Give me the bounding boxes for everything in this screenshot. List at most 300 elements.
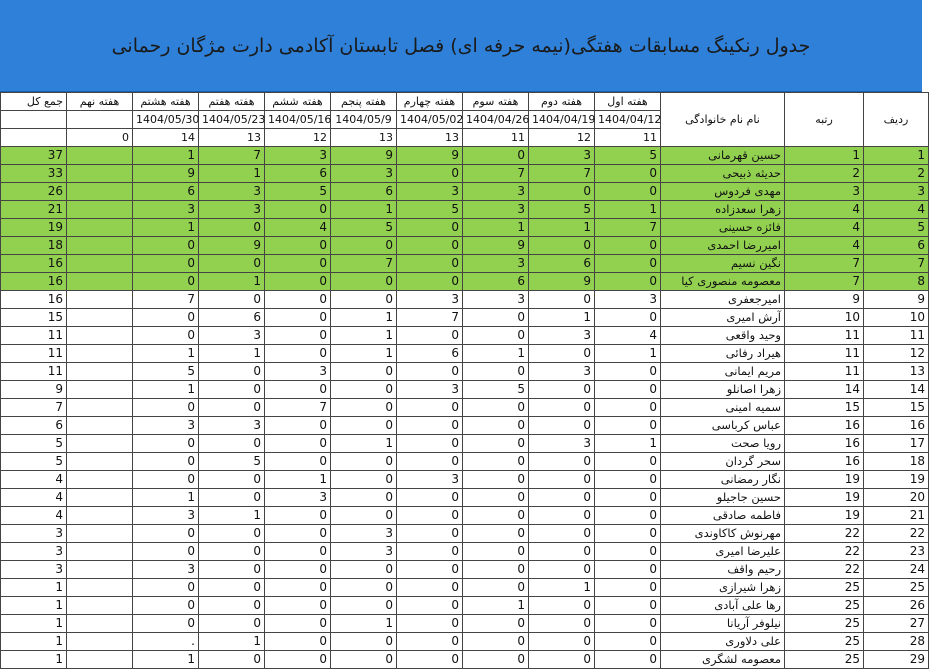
header-row-weeks <box>1 93 929 111</box>
week-2-cell: 3 <box>529 327 595 345</box>
total-cell: 7 <box>1 399 67 417</box>
week-1-cell: 0 <box>595 273 661 291</box>
header-total-blank <box>1 111 67 129</box>
week-6-cell: 4 <box>265 219 331 237</box>
week-7-cell: 1 <box>199 165 265 183</box>
week-4-cell: 0 <box>397 435 463 453</box>
week-8-cell: 7 <box>133 291 199 309</box>
radif-cell: 20 <box>864 489 929 507</box>
name-cell: علیرضا امیری <box>661 543 785 561</box>
date-week-5: 1404/05/9 <box>331 111 397 129</box>
rank-cell: 19 <box>785 489 864 507</box>
radif-cell: 23 <box>864 543 929 561</box>
week-1-cell: 7 <box>595 219 661 237</box>
week-9-cell <box>67 471 133 489</box>
week-1-cell: 0 <box>595 309 661 327</box>
week-8-cell: 0 <box>133 453 199 471</box>
week-1-cell: 0 <box>595 471 661 489</box>
week-6-cell: 3 <box>265 363 331 381</box>
week-3-cell: 3 <box>463 183 529 201</box>
name-cell: فاطمه صادقی <box>661 507 785 525</box>
week-7-cell: 0 <box>199 291 265 309</box>
week-1-cell: 0 <box>595 237 661 255</box>
radif-cell: 29 <box>864 651 929 669</box>
week-3-cell: 0 <box>463 327 529 345</box>
week-4-cell: 0 <box>397 255 463 273</box>
week-2-cell: 1 <box>529 309 595 327</box>
week-5-cell: 1 <box>331 201 397 219</box>
table-row <box>1 255 929 273</box>
total-cell: 1 <box>1 597 67 615</box>
total-cell: 16 <box>1 291 67 309</box>
week-6-cell: 0 <box>265 201 331 219</box>
week-4-cell: 0 <box>397 651 463 669</box>
week-5-cell: 1 <box>331 309 397 327</box>
week-5-cell: 0 <box>331 399 397 417</box>
table-row <box>1 651 929 669</box>
week-3-cell: 0 <box>463 471 529 489</box>
table-row <box>1 399 929 417</box>
week-9-cell <box>67 255 133 273</box>
week-3-cell: 1 <box>463 345 529 363</box>
participants-week-6: 12 <box>265 129 331 147</box>
week-4-cell: 0 <box>397 165 463 183</box>
header-total: جمع کل <box>1 93 67 111</box>
header-week-7: هفته هفتم <box>199 93 265 111</box>
week-1-cell: 0 <box>595 633 661 651</box>
week-8-cell: 3 <box>133 561 199 579</box>
week-1-cell: 0 <box>595 453 661 471</box>
week-6-cell: 0 <box>265 597 331 615</box>
date-week-2: 1404/04/19 <box>529 111 595 129</box>
week-5-cell: 1 <box>331 345 397 363</box>
week-8-cell: 0 <box>133 399 199 417</box>
rank-cell: 11 <box>785 327 864 345</box>
header-week-5: هفته پنجم <box>331 93 397 111</box>
week-4-cell: 0 <box>397 525 463 543</box>
total-cell: 37 <box>1 147 67 165</box>
week-4-cell: 0 <box>397 507 463 525</box>
week-3-cell: 0 <box>463 453 529 471</box>
week-8-cell: 0 <box>133 543 199 561</box>
total-cell: 4 <box>1 471 67 489</box>
week-4-cell: 0 <box>397 237 463 255</box>
week-5-cell: 0 <box>331 291 397 309</box>
week-7-cell: 0 <box>199 651 265 669</box>
week-3-cell: 3 <box>463 201 529 219</box>
week-6-cell: 0 <box>265 291 331 309</box>
week-2-cell: 0 <box>529 597 595 615</box>
rank-cell: 25 <box>785 597 864 615</box>
table-row <box>1 201 929 219</box>
week-6-cell: 0 <box>265 237 331 255</box>
week-6-cell: 3 <box>265 147 331 165</box>
week-9-cell <box>67 219 133 237</box>
week-7-cell: 0 <box>199 399 265 417</box>
rank-cell: 16 <box>785 453 864 471</box>
week-3-cell: 9 <box>463 237 529 255</box>
week-9-cell <box>67 507 133 525</box>
week-1-cell: 0 <box>595 255 661 273</box>
week-5-cell: 7 <box>331 255 397 273</box>
name-cell: زهرا سعدزاده <box>661 201 785 219</box>
week-9-cell <box>67 615 133 633</box>
date-week-3: 1404/04/26 <box>463 111 529 129</box>
participants-week-4: 13 <box>397 129 463 147</box>
table-row <box>1 345 929 363</box>
week-3-cell: 0 <box>463 435 529 453</box>
radif-cell: 18 <box>864 453 929 471</box>
header-week-1: هفته اول <box>595 93 661 111</box>
week-4-cell: 0 <box>397 615 463 633</box>
week-7-cell: 1 <box>199 633 265 651</box>
week-5-cell: 5 <box>331 219 397 237</box>
week-6-cell: 0 <box>265 507 331 525</box>
table-row <box>1 381 929 399</box>
table-row <box>1 327 929 345</box>
week-7-cell: 1 <box>199 507 265 525</box>
table-row <box>1 489 929 507</box>
week-9-cell <box>67 273 133 291</box>
week-6-cell: 0 <box>265 381 331 399</box>
name-cell: رویا صحت <box>661 435 785 453</box>
name-cell: نگین نسیم <box>661 255 785 273</box>
week-6-cell: 0 <box>265 615 331 633</box>
week-1-cell: 0 <box>595 417 661 435</box>
week-9-cell <box>67 363 133 381</box>
week-1-cell: 1 <box>595 435 661 453</box>
table-row <box>1 165 929 183</box>
week-5-cell: 0 <box>331 489 397 507</box>
name-cell: نگار رمضانی <box>661 471 785 489</box>
rank-cell: 1 <box>785 147 864 165</box>
rank-cell: 14 <box>785 381 864 399</box>
week-5-cell: 0 <box>331 363 397 381</box>
radif-cell: 21 <box>864 507 929 525</box>
week-4-cell: 6 <box>397 345 463 363</box>
table-row <box>1 597 929 615</box>
week-5-cell: 0 <box>331 381 397 399</box>
rank-cell: 3 <box>785 183 864 201</box>
table-row <box>1 615 929 633</box>
name-cell: حدیثه ذبیحی <box>661 165 785 183</box>
week-2-cell: 0 <box>529 237 595 255</box>
radif-cell: 28 <box>864 633 929 651</box>
week-2-cell: 0 <box>529 453 595 471</box>
header-radif: ردیف <box>864 93 929 147</box>
week-8-cell: 0 <box>133 615 199 633</box>
week-8-cell: 3 <box>133 507 199 525</box>
week-1-cell: 4 <box>595 327 661 345</box>
week-1-cell: 0 <box>595 597 661 615</box>
week-8-cell: 0 <box>133 237 199 255</box>
week-7-cell: 0 <box>199 255 265 273</box>
week-3-cell: 0 <box>463 417 529 435</box>
rank-cell: 22 <box>785 543 864 561</box>
week-5-cell: 9 <box>331 147 397 165</box>
name-cell: معصومه لشگری <box>661 651 785 669</box>
total-cell: 1 <box>1 579 67 597</box>
week-6-cell: 0 <box>265 255 331 273</box>
header-name: نام نام خانوادگی <box>661 93 785 147</box>
week-4-cell: 0 <box>397 273 463 291</box>
week-3-cell: 0 <box>463 507 529 525</box>
table-row <box>1 309 929 327</box>
total-cell: 1 <box>1 633 67 651</box>
header-week-2: هفته دوم <box>529 93 595 111</box>
week-1-cell: 0 <box>595 165 661 183</box>
total-cell: 3 <box>1 561 67 579</box>
week-9-cell <box>67 651 133 669</box>
week-3-cell: 6 <box>463 273 529 291</box>
week-3-cell: 0 <box>463 651 529 669</box>
radif-cell: 17 <box>864 435 929 453</box>
ranking-table <box>0 92 929 669</box>
rank-cell: 25 <box>785 579 864 597</box>
total-cell: 16 <box>1 255 67 273</box>
week-2-cell: 6 <box>529 255 595 273</box>
week-9-cell <box>67 489 133 507</box>
name-cell: رها علی آبادی <box>661 597 785 615</box>
radif-cell: 15 <box>864 399 929 417</box>
header-rank: رتبه <box>785 93 864 147</box>
week-1-cell: 1 <box>595 345 661 363</box>
week-3-cell: 5 <box>463 381 529 399</box>
week-9-cell <box>67 165 133 183</box>
week-2-cell: 0 <box>529 507 595 525</box>
week-4-cell: 0 <box>397 561 463 579</box>
total-cell: 15 <box>1 309 67 327</box>
week-9-cell <box>67 147 133 165</box>
table-row <box>1 633 929 651</box>
table-row <box>1 363 929 381</box>
table-row <box>1 273 929 291</box>
week-7-cell: 0 <box>199 471 265 489</box>
week-8-cell: 1 <box>133 147 199 165</box>
week-4-cell: 0 <box>397 453 463 471</box>
week-2-cell: 3 <box>529 363 595 381</box>
week-1-cell: 0 <box>595 561 661 579</box>
week-8-cell: 0 <box>133 525 199 543</box>
week-1-cell: 5 <box>595 147 661 165</box>
week-1-cell: 0 <box>595 525 661 543</box>
week-9-cell <box>67 291 133 309</box>
week-6-cell: 0 <box>265 417 331 435</box>
radif-cell: 13 <box>864 363 929 381</box>
week-8-cell: 3 <box>133 417 199 435</box>
rank-cell: 25 <box>785 615 864 633</box>
week-8-cell: 1 <box>133 381 199 399</box>
week-7-cell: 0 <box>199 525 265 543</box>
week-5-cell: 0 <box>331 579 397 597</box>
participants-week-5: 13 <box>331 129 397 147</box>
total-cell: 3 <box>1 525 67 543</box>
title-bar <box>0 0 922 92</box>
week-2-cell: 5 <box>529 201 595 219</box>
week-1-cell: 3 <box>595 291 661 309</box>
week-5-cell: 0 <box>331 651 397 669</box>
week-7-cell: 3 <box>199 417 265 435</box>
name-cell: حسین قهرمانی <box>661 147 785 165</box>
week-1-cell: 0 <box>595 543 661 561</box>
radif-cell: 24 <box>864 561 929 579</box>
total-cell: 21 <box>1 201 67 219</box>
week-4-cell: 3 <box>397 471 463 489</box>
week-5-cell: 3 <box>331 165 397 183</box>
week-5-cell: 0 <box>331 273 397 291</box>
week-1-cell: 0 <box>595 363 661 381</box>
header-week-6: هفته ششم <box>265 93 331 111</box>
week-2-cell: 0 <box>529 399 595 417</box>
week-9-cell <box>67 633 133 651</box>
week-4-cell: 0 <box>397 327 463 345</box>
sheet-title: جدول رنکینگ مسابقات هفتگی(نیمه حرفه ای) فصل تابستان آکادمی دارت مژگان رحمانی <box>111 35 811 57</box>
week-9-cell <box>67 183 133 201</box>
participants-week-7: 13 <box>199 129 265 147</box>
week-8-cell: 0 <box>133 435 199 453</box>
date-week-9 <box>67 111 133 129</box>
week-5-cell: 0 <box>331 417 397 435</box>
week-9-cell <box>67 201 133 219</box>
week-1-cell: 0 <box>595 399 661 417</box>
table-row <box>1 183 929 201</box>
name-cell: مهرنوش کاکاوندی <box>661 525 785 543</box>
week-2-cell: 3 <box>529 435 595 453</box>
name-cell: مهدی فردوس <box>661 183 785 201</box>
participants-week-1: 11 <box>595 129 661 147</box>
radif-cell: 1 <box>864 147 929 165</box>
date-week-6: 1404/05/16 <box>265 111 331 129</box>
week-8-cell: 0 <box>133 309 199 327</box>
week-7-cell: 7 <box>199 147 265 165</box>
week-3-cell: 1 <box>463 219 529 237</box>
week-2-cell: 3 <box>529 147 595 165</box>
week-8-cell: 0 <box>133 273 199 291</box>
name-cell: سمیه امینی <box>661 399 785 417</box>
week-7-cell: 0 <box>199 615 265 633</box>
week-4-cell: 0 <box>397 363 463 381</box>
radif-cell: 6 <box>864 237 929 255</box>
week-3-cell: 1 <box>463 597 529 615</box>
rank-cell: 16 <box>785 435 864 453</box>
week-2-cell: 0 <box>529 471 595 489</box>
week-3-cell: 3 <box>463 291 529 309</box>
week-7-cell: 3 <box>199 327 265 345</box>
week-9-cell <box>67 309 133 327</box>
table-row <box>1 561 929 579</box>
week-2-cell: 0 <box>529 291 595 309</box>
week-1-cell: 0 <box>595 183 661 201</box>
week-5-cell: 0 <box>331 633 397 651</box>
total-cell: 5 <box>1 435 67 453</box>
week-8-cell: 1 <box>133 489 199 507</box>
week-6-cell: 3 <box>265 489 331 507</box>
table-row <box>1 417 929 435</box>
table-row <box>1 507 929 525</box>
total-cell: 11 <box>1 345 67 363</box>
table-row <box>1 453 929 471</box>
rank-cell: 10 <box>785 309 864 327</box>
week-3-cell: 0 <box>463 525 529 543</box>
week-9-cell <box>67 345 133 363</box>
radif-cell: 12 <box>864 345 929 363</box>
week-3-cell: 3 <box>463 255 529 273</box>
name-cell: امیررضا احمدی <box>661 237 785 255</box>
week-6-cell: 1 <box>265 471 331 489</box>
week-6-cell: 0 <box>265 561 331 579</box>
week-2-cell: 1 <box>529 219 595 237</box>
total-cell: 11 <box>1 363 67 381</box>
week-4-cell: 5 <box>397 201 463 219</box>
name-cell: زهرا اصانلو <box>661 381 785 399</box>
radif-cell: 25 <box>864 579 929 597</box>
radif-cell: 19 <box>864 471 929 489</box>
week-2-cell: 0 <box>529 561 595 579</box>
week-4-cell: 0 <box>397 219 463 237</box>
week-1-cell: 0 <box>595 381 661 399</box>
name-cell: امیرجعفری <box>661 291 785 309</box>
rank-cell: 7 <box>785 273 864 291</box>
week-4-cell: 3 <box>397 183 463 201</box>
week-5-cell: 0 <box>331 507 397 525</box>
rank-cell: 4 <box>785 201 864 219</box>
radif-cell: 11 <box>864 327 929 345</box>
week-7-cell: 0 <box>199 543 265 561</box>
week-6-cell: 0 <box>265 327 331 345</box>
name-cell: مریم ایمانی <box>661 363 785 381</box>
week-8-cell: 1 <box>133 345 199 363</box>
week-9-cell <box>67 327 133 345</box>
table-row <box>1 471 929 489</box>
table-row <box>1 291 929 309</box>
total-cell: 1 <box>1 651 67 669</box>
total-cell: 5 <box>1 453 67 471</box>
name-cell: آرش امیری <box>661 309 785 327</box>
radif-cell: 3 <box>864 183 929 201</box>
week-4-cell: 0 <box>397 489 463 507</box>
week-3-cell: 0 <box>463 399 529 417</box>
week-4-cell: 0 <box>397 399 463 417</box>
week-5-cell: 1 <box>331 327 397 345</box>
week-4-cell: 0 <box>397 417 463 435</box>
week-7-cell: 0 <box>199 597 265 615</box>
week-7-cell: 1 <box>199 273 265 291</box>
week-2-cell: 0 <box>529 417 595 435</box>
total-cell: 16 <box>1 273 67 291</box>
week-4-cell: 0 <box>397 633 463 651</box>
week-6-cell: 0 <box>265 453 331 471</box>
header-total-blank-2 <box>1 129 67 147</box>
week-9-cell <box>67 435 133 453</box>
table-row <box>1 219 929 237</box>
week-1-cell: 0 <box>595 615 661 633</box>
week-2-cell: 0 <box>529 345 595 363</box>
total-cell: 18 <box>1 237 67 255</box>
week-7-cell: 0 <box>199 561 265 579</box>
week-3-cell: 7 <box>463 165 529 183</box>
week-5-cell: 6 <box>331 183 397 201</box>
week-7-cell: 3 <box>199 183 265 201</box>
week-6-cell: 0 <box>265 435 331 453</box>
week-2-cell: 1 <box>529 579 595 597</box>
week-4-cell: 0 <box>397 579 463 597</box>
week-7-cell: 0 <box>199 381 265 399</box>
week-8-cell: 0 <box>133 255 199 273</box>
week-5-cell: 3 <box>331 543 397 561</box>
header-week-3: هفته سوم <box>463 93 529 111</box>
week-5-cell: 0 <box>331 453 397 471</box>
week-2-cell: 9 <box>529 273 595 291</box>
